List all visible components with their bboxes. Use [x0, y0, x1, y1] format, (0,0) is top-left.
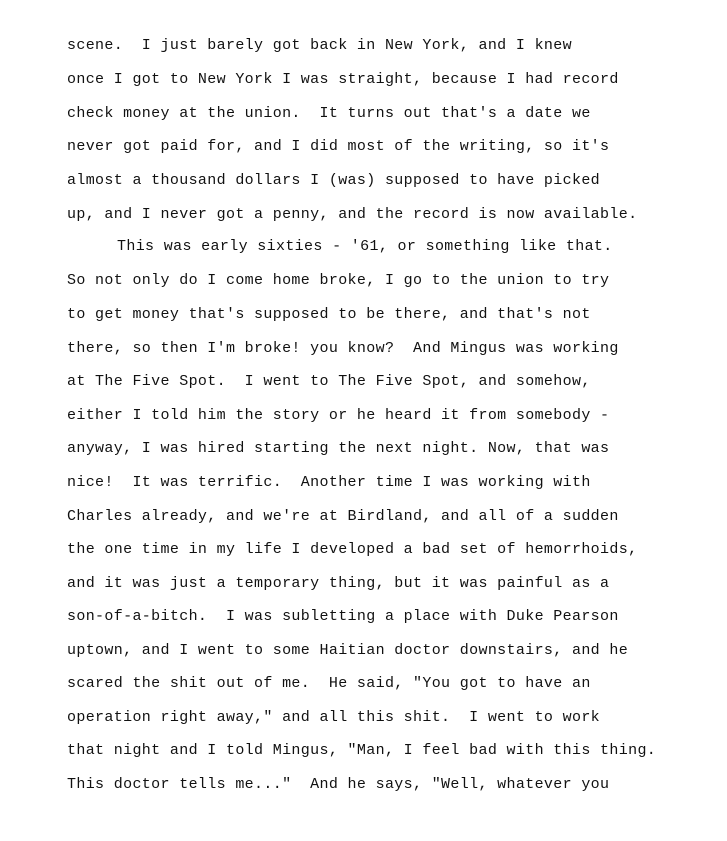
text-line-4: never got paid for, and I did most of the writing, so it's: [67, 138, 610, 155]
text-line-10: there, so then I'm broke! you know? And Mingus was working: [67, 340, 619, 357]
text-line-11: at The Five Spot. I went to The Five Spot, and somehow,: [67, 373, 591, 390]
text-line-15: Charles already, and we're at Birdland, and all of a sudden: [67, 508, 619, 525]
text-line-20: scared the shit out of me. He said, "You got to have an: [67, 675, 591, 692]
text-line-2: once I got to New York I was straight, because I had record: [67, 71, 619, 88]
text-line-23: This doctor tells me..." And he says, "Well, whatever you: [67, 776, 610, 793]
text-line-14: nice! It was terrific. Another time I was working with: [67, 474, 591, 491]
text-line-8: So not only do I come home broke, I go to the union to try: [67, 272, 610, 289]
text-line-16: the one time in my life I developed a bad set of hemorrhoids,: [67, 541, 638, 558]
paragraph-start-line: This was early sixties - '61, or something like that.: [117, 238, 613, 255]
text-line-22: that night and I told Mingus, "Man, I feel bad with this thing.: [67, 742, 657, 759]
text-line-5: almost a thousand dollars I (was) supposed to have picked: [67, 172, 601, 189]
text-line-13: anyway, I was hired starting the next night. Now, that was: [67, 440, 610, 457]
text-line-17: and it was just a temporary thing, but it was painful as a: [67, 575, 610, 592]
text-line-12: either I told him the story or he heard it from somebody -: [67, 407, 610, 424]
text-line-18: son-of-a-bitch. I was subletting a place with Duke Pearson: [67, 608, 619, 625]
text-line-9: to get money that's supposed to be there, and that's not: [67, 306, 591, 323]
text-line-21: operation right away," and all this shit. I went to work: [67, 709, 601, 726]
text-line-1: scene. I just barely got back in New York, and I knew: [67, 37, 572, 54]
text-line-6: up, and I never got a penny, and the record is now available.: [67, 206, 638, 223]
text-line-3: check money at the union. It turns out that's a date we: [67, 105, 591, 122]
text-line-19: uptown, and I went to some Haitian doctor downstairs, and he: [67, 642, 629, 659]
